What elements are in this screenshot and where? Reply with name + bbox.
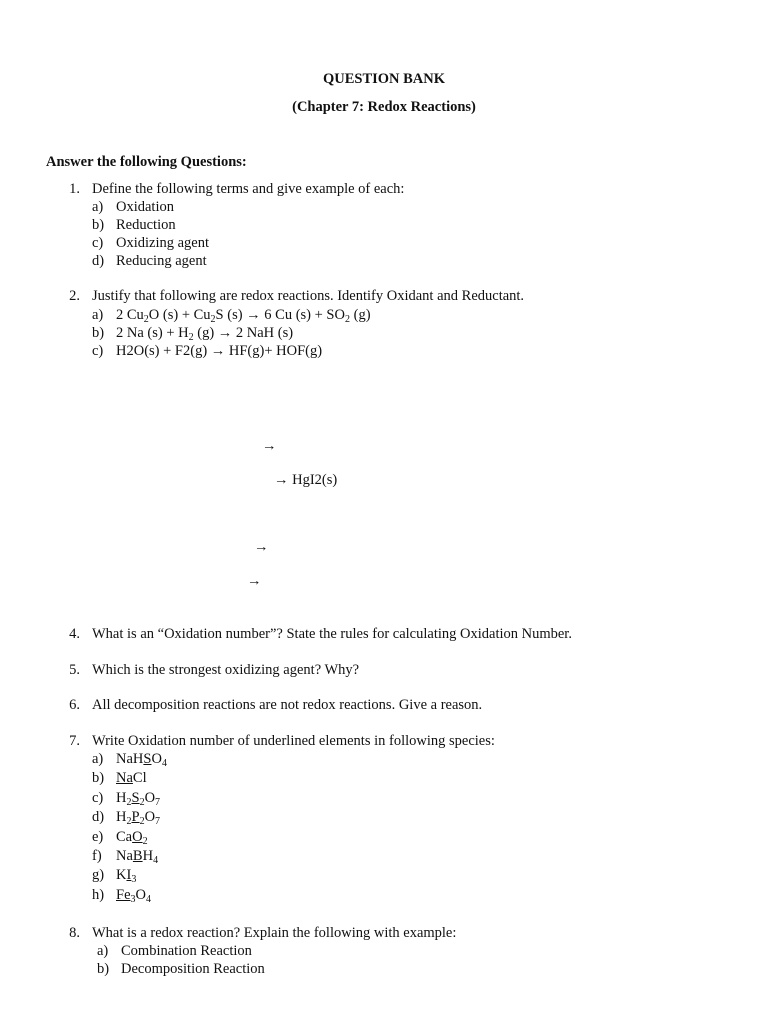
arrow-fragment: → <box>247 573 262 589</box>
question-text: All decomposition reactions are not redox reactions. Give a reason. <box>92 697 483 713</box>
list-item-label: f) <box>92 848 102 864</box>
question-text: Write Oxidation number of underlined elements in following species: <box>92 733 495 749</box>
question-text: Which is the strongest oxidizing agent? Why? <box>92 662 360 678</box>
question-text: Define the following terms and give example of each: <box>92 181 405 197</box>
list-item-label: a) <box>92 751 104 767</box>
chemical-formula: $H_2S_2O_7$ <box>116 790 161 808</box>
page-title: QUESTION BANK <box>322 71 446 87</box>
list-item-label: d) <box>92 809 105 825</box>
list-item-label: g) <box>92 867 105 883</box>
chemical-formula: NaHSO$_4$ <box>116 751 167 769</box>
question-text: What is a redox reaction? Explain the following with example: <box>92 925 457 941</box>
question-text: Justify that following are redox reactions. Identify Oxidant and Reductant. <box>92 288 525 304</box>
list-item-label: e) <box>92 829 104 845</box>
question-number: 7. <box>69 733 80 749</box>
list-item-label: c) <box>92 790 104 806</box>
list-item-label: d) <box>92 253 105 269</box>
reaction-equation: H2O(s) + F2(g) → HF(g)+ HOF(g) <box>116 343 323 359</box>
list-item-label: b) <box>92 217 105 233</box>
question-number: 6. <box>69 697 80 713</box>
list-item-label: a) <box>92 199 104 215</box>
arrow-fragment: → <box>262 438 277 454</box>
question-number: 4. <box>69 626 80 642</box>
list-item: Oxidizing agent <box>116 235 210 251</box>
chemical-formula: CaO$_2$ <box>116 829 148 847</box>
list-item: Combination Reaction <box>121 943 252 959</box>
list-item: Reducing agent <box>116 253 207 269</box>
list-item-label: b) <box>92 770 105 786</box>
list-item-label: b) <box>92 325 105 341</box>
question-number: 1. <box>69 181 80 197</box>
page-subtitle: (Chapter 7: Redox Reactions) <box>292 99 476 115</box>
list-item-label: c) <box>92 343 104 359</box>
question-number: 8. <box>69 925 80 941</box>
reaction-equation: 2 Na $(s) + H_2$ (g) → 2 NaH (s) <box>116 325 294 343</box>
reaction-equation: 2 $Cu_2O$ $(s) + Cu_2S$ (s) → 6 Cu $(s) + SO_2$ (g) <box>116 307 371 325</box>
chemical-formula: $KI_3$ <box>116 867 137 885</box>
list-item-label: b) <box>97 961 110 977</box>
question-number: 2. <box>69 288 80 304</box>
list-item-label: a) <box>92 307 104 323</box>
question-number: 5. <box>69 662 80 678</box>
instruction-heading: Answer the following Questions: <box>46 154 247 170</box>
chemical-formula: $H_2P_2O_7$ <box>116 809 161 827</box>
list-item: Reduction <box>116 217 176 233</box>
arrow-fragment: → <box>254 539 269 555</box>
list-item: Decomposition Reaction <box>121 961 265 977</box>
list-item-label: h) <box>92 887 105 903</box>
list-item: Oxidation <box>116 199 174 215</box>
chemical-formula: $Fe_3O_4$ <box>116 887 151 905</box>
chemical-formula: NaCl <box>116 770 147 786</box>
chemical-formula: NaBH$_4$ <box>116 848 159 866</box>
reaction-fragment: → HgI2(s) <box>274 472 338 488</box>
list-item-label: c) <box>92 235 104 251</box>
list-item-label: a) <box>97 943 109 959</box>
question-text: What is an “Oxidation number”? State the rules for calculating Oxidation Number. <box>92 626 572 642</box>
